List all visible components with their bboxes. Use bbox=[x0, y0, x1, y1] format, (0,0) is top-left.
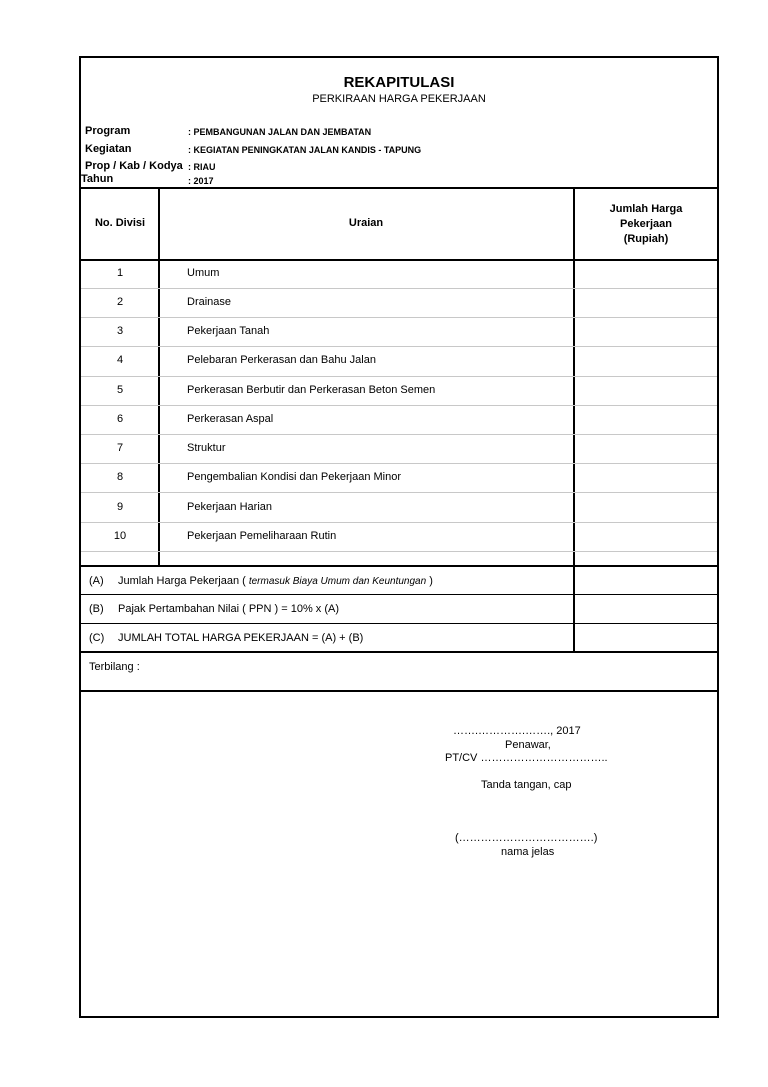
summary-a-prefix: (A) bbox=[89, 575, 104, 587]
header-uraian: Uraian bbox=[348, 217, 384, 229]
row-no: 10 bbox=[113, 530, 127, 542]
row-no: 4 bbox=[116, 354, 124, 366]
table-top-border bbox=[81, 187, 717, 189]
summary-divider bbox=[81, 594, 717, 595]
row-divider bbox=[81, 463, 717, 464]
row-divider bbox=[81, 405, 717, 406]
document-frame bbox=[79, 56, 719, 1018]
row-no: 7 bbox=[116, 442, 124, 454]
terbilang-bottom-border bbox=[81, 690, 717, 692]
summary-c-prefix: (C) bbox=[89, 632, 105, 644]
summary-b-text: Pajak Pertambahan Nilai ( PPN ) = 10% x (A) bbox=[118, 603, 340, 615]
info-label-program: Program bbox=[85, 125, 131, 137]
row-uraian: Pengembalian Kondisi dan Pekerjaan Minor bbox=[187, 471, 402, 483]
row-uraian: Pekerjaan Harian bbox=[187, 501, 272, 513]
summary-top-border bbox=[81, 565, 717, 567]
signature-company: PT/CV …………………………….. bbox=[445, 752, 608, 764]
row-uraian: Pekerjaan Pemeliharaan Rutin bbox=[187, 530, 337, 542]
summary-a-label: Jumlah Harga Pekerjaan ( bbox=[118, 575, 249, 587]
info-value-program: : PEMBANGUNAN JALAN DAN JEMBATAN bbox=[188, 127, 372, 137]
row-divider bbox=[81, 317, 717, 318]
summary-a-suffix: ) bbox=[426, 575, 433, 587]
summary-divider bbox=[81, 623, 717, 624]
row-divider bbox=[81, 492, 717, 493]
column-divider-jumlah bbox=[573, 187, 575, 652]
row-no: 9 bbox=[116, 501, 124, 513]
info-value-kegiatan: : KEGIATAN PENINGKATAN JALAN KANDIS - TAPUNG bbox=[188, 145, 422, 155]
header-no-divisi: No. Divisi bbox=[94, 217, 146, 229]
signature-penawar: Penawar, bbox=[505, 739, 551, 751]
info-value-prop: : RIAU bbox=[188, 162, 216, 172]
info-label-tahun: Tahun bbox=[81, 173, 114, 185]
row-divider bbox=[81, 346, 717, 347]
summary-a-text bbox=[118, 575, 433, 587]
row-uraian: Perkerasan Aspal bbox=[187, 413, 274, 425]
row-divider bbox=[81, 551, 717, 552]
row-uraian: Drainase bbox=[187, 296, 232, 308]
document-title: REKAPITULASI bbox=[343, 74, 455, 91]
row-uraian: Perkerasan Berbutir dan Perkerasan Beton Semen bbox=[187, 384, 436, 396]
row-no: 1 bbox=[116, 267, 124, 279]
header-jumlah-line3: (Rupiah) bbox=[623, 233, 669, 245]
info-value-tahun: : 2017 bbox=[188, 176, 214, 186]
summary-bottom-border bbox=[81, 651, 717, 653]
row-no: 8 bbox=[116, 471, 124, 483]
header-bottom-border bbox=[81, 259, 717, 261]
row-no: 3 bbox=[116, 325, 124, 337]
signature-stamp-label: Tanda tangan, cap bbox=[481, 779, 572, 791]
header-jumlah-line1: Jumlah Harga bbox=[609, 203, 683, 215]
row-uraian: Pekerjaan Tanah bbox=[187, 325, 270, 337]
header-jumlah-line2: Pekerjaan bbox=[620, 218, 672, 230]
row-uraian: Pelebaran Perkerasan dan Bahu Jalan bbox=[187, 354, 376, 366]
row-divider bbox=[81, 376, 717, 377]
info-label-kegiatan: Kegiatan bbox=[85, 143, 132, 155]
row-uraian: Umum bbox=[187, 267, 220, 279]
summary-c-text: JUMLAH TOTAL HARGA PEKERJAAN = (A) + (B) bbox=[118, 632, 364, 644]
row-divider bbox=[81, 434, 717, 435]
row-no: 5 bbox=[116, 384, 124, 396]
signature-name-label: nama jelas bbox=[501, 846, 555, 858]
summary-a-italic: termasuk Biaya Umum dan Keuntungan bbox=[248, 576, 427, 587]
info-label-prop: Prop / Kab / Kodya bbox=[85, 160, 183, 172]
summary-b-prefix: (B) bbox=[89, 603, 104, 615]
row-divider bbox=[81, 288, 717, 289]
signature-date: …….………….……., 2017 bbox=[453, 725, 581, 737]
row-no: 6 bbox=[116, 413, 124, 425]
terbilang-label: Terbilang : bbox=[89, 661, 140, 673]
row-no: 2 bbox=[116, 296, 124, 308]
row-uraian: Struktur bbox=[187, 442, 226, 454]
document-subtitle: PERKIRAAN HARGA PEKERJAAN bbox=[312, 93, 486, 105]
signature-name-line: (……………………………….) bbox=[455, 832, 598, 844]
row-divider bbox=[81, 522, 717, 523]
